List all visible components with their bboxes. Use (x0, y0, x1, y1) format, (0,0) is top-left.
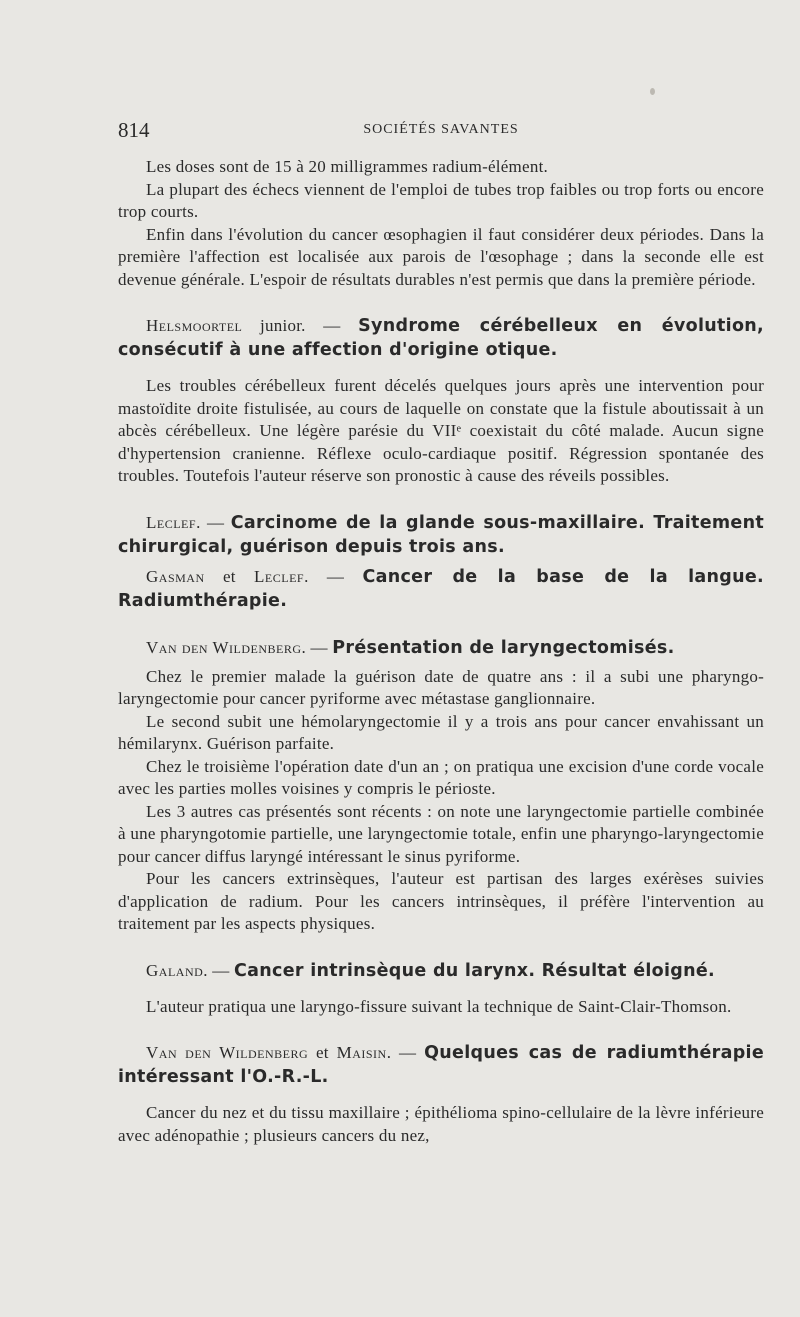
author-name: Leclef (254, 566, 305, 586)
separator: . — (203, 960, 235, 980)
entry-title: Carcinome de la glande sous-maxillaire. Traitement chirurgical, guérison depuis trois ans. (118, 512, 764, 557)
paragraph: Enfin dans l'évolution du cancer œsophagien il faut considérer deux périodes. Dans la première l'affection est localisée aux parois de l'œsophage ; dans la seconde elle est devenue générale. L'espoir de résultats durables n'est permis que dans la première période. (118, 224, 764, 289)
separator: . — (301, 637, 333, 657)
separator: . — (386, 1043, 425, 1062)
paragraph: Cancer du nez et du tissu maxillaire ; épithélioma spino-cellulaire de la lèvre inférieure avec adénopathie ; plusieurs cancers du nez, (118, 1103, 764, 1145)
author-suffix: junior. — (242, 316, 359, 335)
entry-title: Présentation de laryngectomisés. (332, 637, 675, 658)
paragraph: Les doses sont de 15 à 20 milligrammes radium-élément. (146, 157, 549, 176)
page-body (118, 156, 764, 1147)
author-name: Maisin (336, 1043, 387, 1062)
author-name: Leclef (146, 512, 197, 532)
entry-title: Cancer intrinsèque du larynx. Résultat éloigné. (234, 960, 715, 981)
entry-title: Cancer de la base de la langue. Radiumthérapie. (118, 566, 765, 611)
separator: . — (304, 566, 363, 586)
paragraph: Pour les cancers extrinsèques, l'auteur est partisan des larges exérèses suivies d'application de radium. Pour les cancers intrinsèques, il préfère l'intervention au traitement par les aspects physiques. (118, 869, 764, 933)
entry-heading (118, 1041, 764, 1089)
running-title: SOCIÉTÉS SAVANTES (363, 122, 519, 137)
separator: . — (196, 512, 231, 532)
entry-title: Quelques cas de radiumthérapie intéressant l'O.-R.-L. (118, 1043, 765, 1087)
paragraph: La plupart des échecs viennent de l'emploi de tubes trop faibles ou trop forts ou encore trop courts. (118, 179, 764, 221)
paragraph: Chez le troisième l'opération date d'un an ; on pratiqua une excision d'une corde vocale avec les parties molles voisines y compris le périoste. (118, 756, 764, 798)
paragraph: L'auteur pratiqua une laryngo-fissure suivant la technique de Saint-Clair-Thomson. (146, 996, 732, 1016)
author-name: Van den Wildenberg (146, 1043, 309, 1062)
entry-heading (118, 636, 764, 660)
author-name: Van den Wildenberg (146, 637, 302, 657)
page-number: 814 (118, 118, 150, 142)
paragraph: Chez le premier malade la guérison date de quatre ans : il a subi une pharyngo-laryngectomie pour cancer pyriforme avec métastase ganglionnaire. (118, 666, 764, 708)
paragraph: Le second subit une hémolaryngectomie il y a trois ans pour cancer envahissant un hémilarynx. Guérison parfaite. (118, 711, 764, 753)
paper-speck (650, 88, 655, 95)
conjunction: et (204, 566, 255, 586)
entry-heading (118, 959, 764, 983)
entry-title: Syndrome cérébelleux en évolution, consécutif à une affection d'origine otique. (118, 316, 764, 360)
entry-heading (118, 565, 764, 613)
author-name: Galand (146, 960, 204, 980)
paragraph: Les troubles cérébelleux furent décelés quelques jours après une intervention pour mastoïdite droite fistulisée, au cours de laquelle on constate que la fistule aboutissait à un abcès cérébelleux. Une légère parésie du VIIᵉ coexistait du côté malade. Aucun signe d'hypertension cranienne. Réflexe oculo-cardiaque positif. Régression spontanée des troubles. Toutefois l'auteur réserve son pronostic à cause des réveils possibles. (118, 376, 764, 485)
entry-heading (118, 314, 764, 362)
author-name: Helsmoortel (146, 316, 243, 335)
paragraph: Les 3 autres cas présentés sont récents : on note une laryngectomie partielle combinée à une pharyngotomie partielle, une laryngectomie totale, enfin une pharyngo-laryngectomie pour cancer diffus laryngé intéressant le sinus pyriforme. (118, 801, 764, 866)
running-head (118, 118, 764, 144)
author-name: Gasman (146, 566, 205, 586)
conjunction: et (308, 1043, 337, 1062)
entry-heading (118, 511, 764, 559)
